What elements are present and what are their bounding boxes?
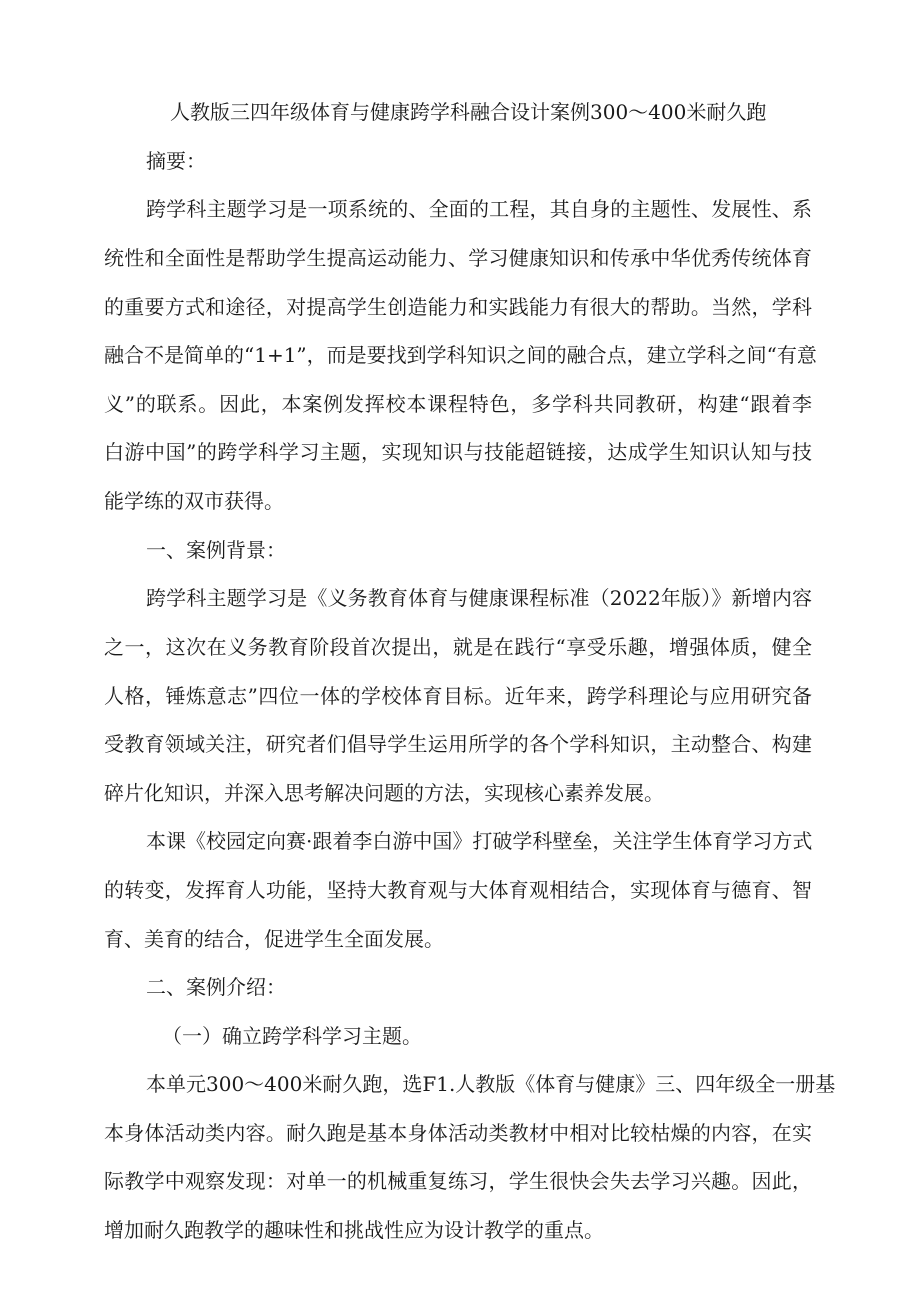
section1-p1-line: 碎片化知识，并深入思考解决问题的方法，实现核心素养发展。 [104,781,664,805]
section1-p1-line: 人格，锤炼意志”四位一体的学校体育目标。近年来，跨学科理论与应用研究备 [104,684,812,708]
abstract-line: 统性和全面性是帮助学生提高运动能力、学习健康知识和传承中华优秀传统体育 [104,246,812,270]
document-title: 人教版三四年级体育与健康跨学科融合设计案例300～400米耐久跑 [170,100,767,124]
section1-p1-line: 受教育领域关注，研究者们倡导学生运用所学的各个学科知识，主动整合、构建 [104,732,812,756]
abstract-line: 的重要方式和途径，对提高学生创造能力和实践能力有很大的帮助。当然，学科 [104,295,812,319]
abstract-line: 融合不是简单的“1+1”，而是要找到学科知识之间的融合点，建立学科之间“有意 [104,343,817,367]
section2-p1-line: 本单元300～400米耐久跑，选F1.人教版《体育与健康》三、四年级全一册基 [146,1072,836,1096]
subsection1-heading: （一）确立跨学科学习主题。 [162,1024,422,1048]
section2-p1-line: 增加耐久跑教学的趣味性和挑战性应为设计教学的重点。 [104,1218,604,1242]
abstract-line: 能学练的双市获得。 [104,489,284,513]
abstract-line: 跨学科主题学习是一项系统的、全面的工程，其自身的主题性、发展性、系 [146,197,812,221]
section1-heading: 一、案例背景： [146,538,286,562]
abstract-line: 白游中国”的跨学科学习主题，实现知识与技能超链接，达成学生知识认知与技 [104,440,812,464]
section1-p2-line: 本课《校园定向赛·跟着李白游中国》打破学科壁垒，关注学生体育学习方式 [146,829,813,853]
abstract-line: 义”的联系。因此，本案例发挥校本课程特色，多学科共同教研，构建“跟着李 [104,392,812,416]
abstract-heading: 摘要： [146,149,206,173]
section1-p1-line: 跨学科主题学习是《义务教育体育与健康课程标准（2022年版）》新增内容 [146,586,812,610]
section2-p1-line: 际教学中观察发现：对单一的机械重复练习，学生很快会失去学习兴趣。因此， [104,1169,812,1193]
section1-p2-line: 的转变，发挥育人功能，坚持大教育观与大体育观相结合，实现体育与德育、智 [104,878,812,902]
section2-heading: 二、案例介绍： [146,975,286,999]
section1-p2-line: 育、美育的结合，促进学生全面发展。 [104,927,444,951]
section2-p1-line: 本身体活动类内容。耐久跑是基本身体活动类教材中相对比较枯燥的内容，在实 [104,1121,812,1145]
section1-p1-line: 之一，这次在义务教育阶段首次提出，就是在践行“享受乐趣，增强体质，健全 [104,635,812,659]
